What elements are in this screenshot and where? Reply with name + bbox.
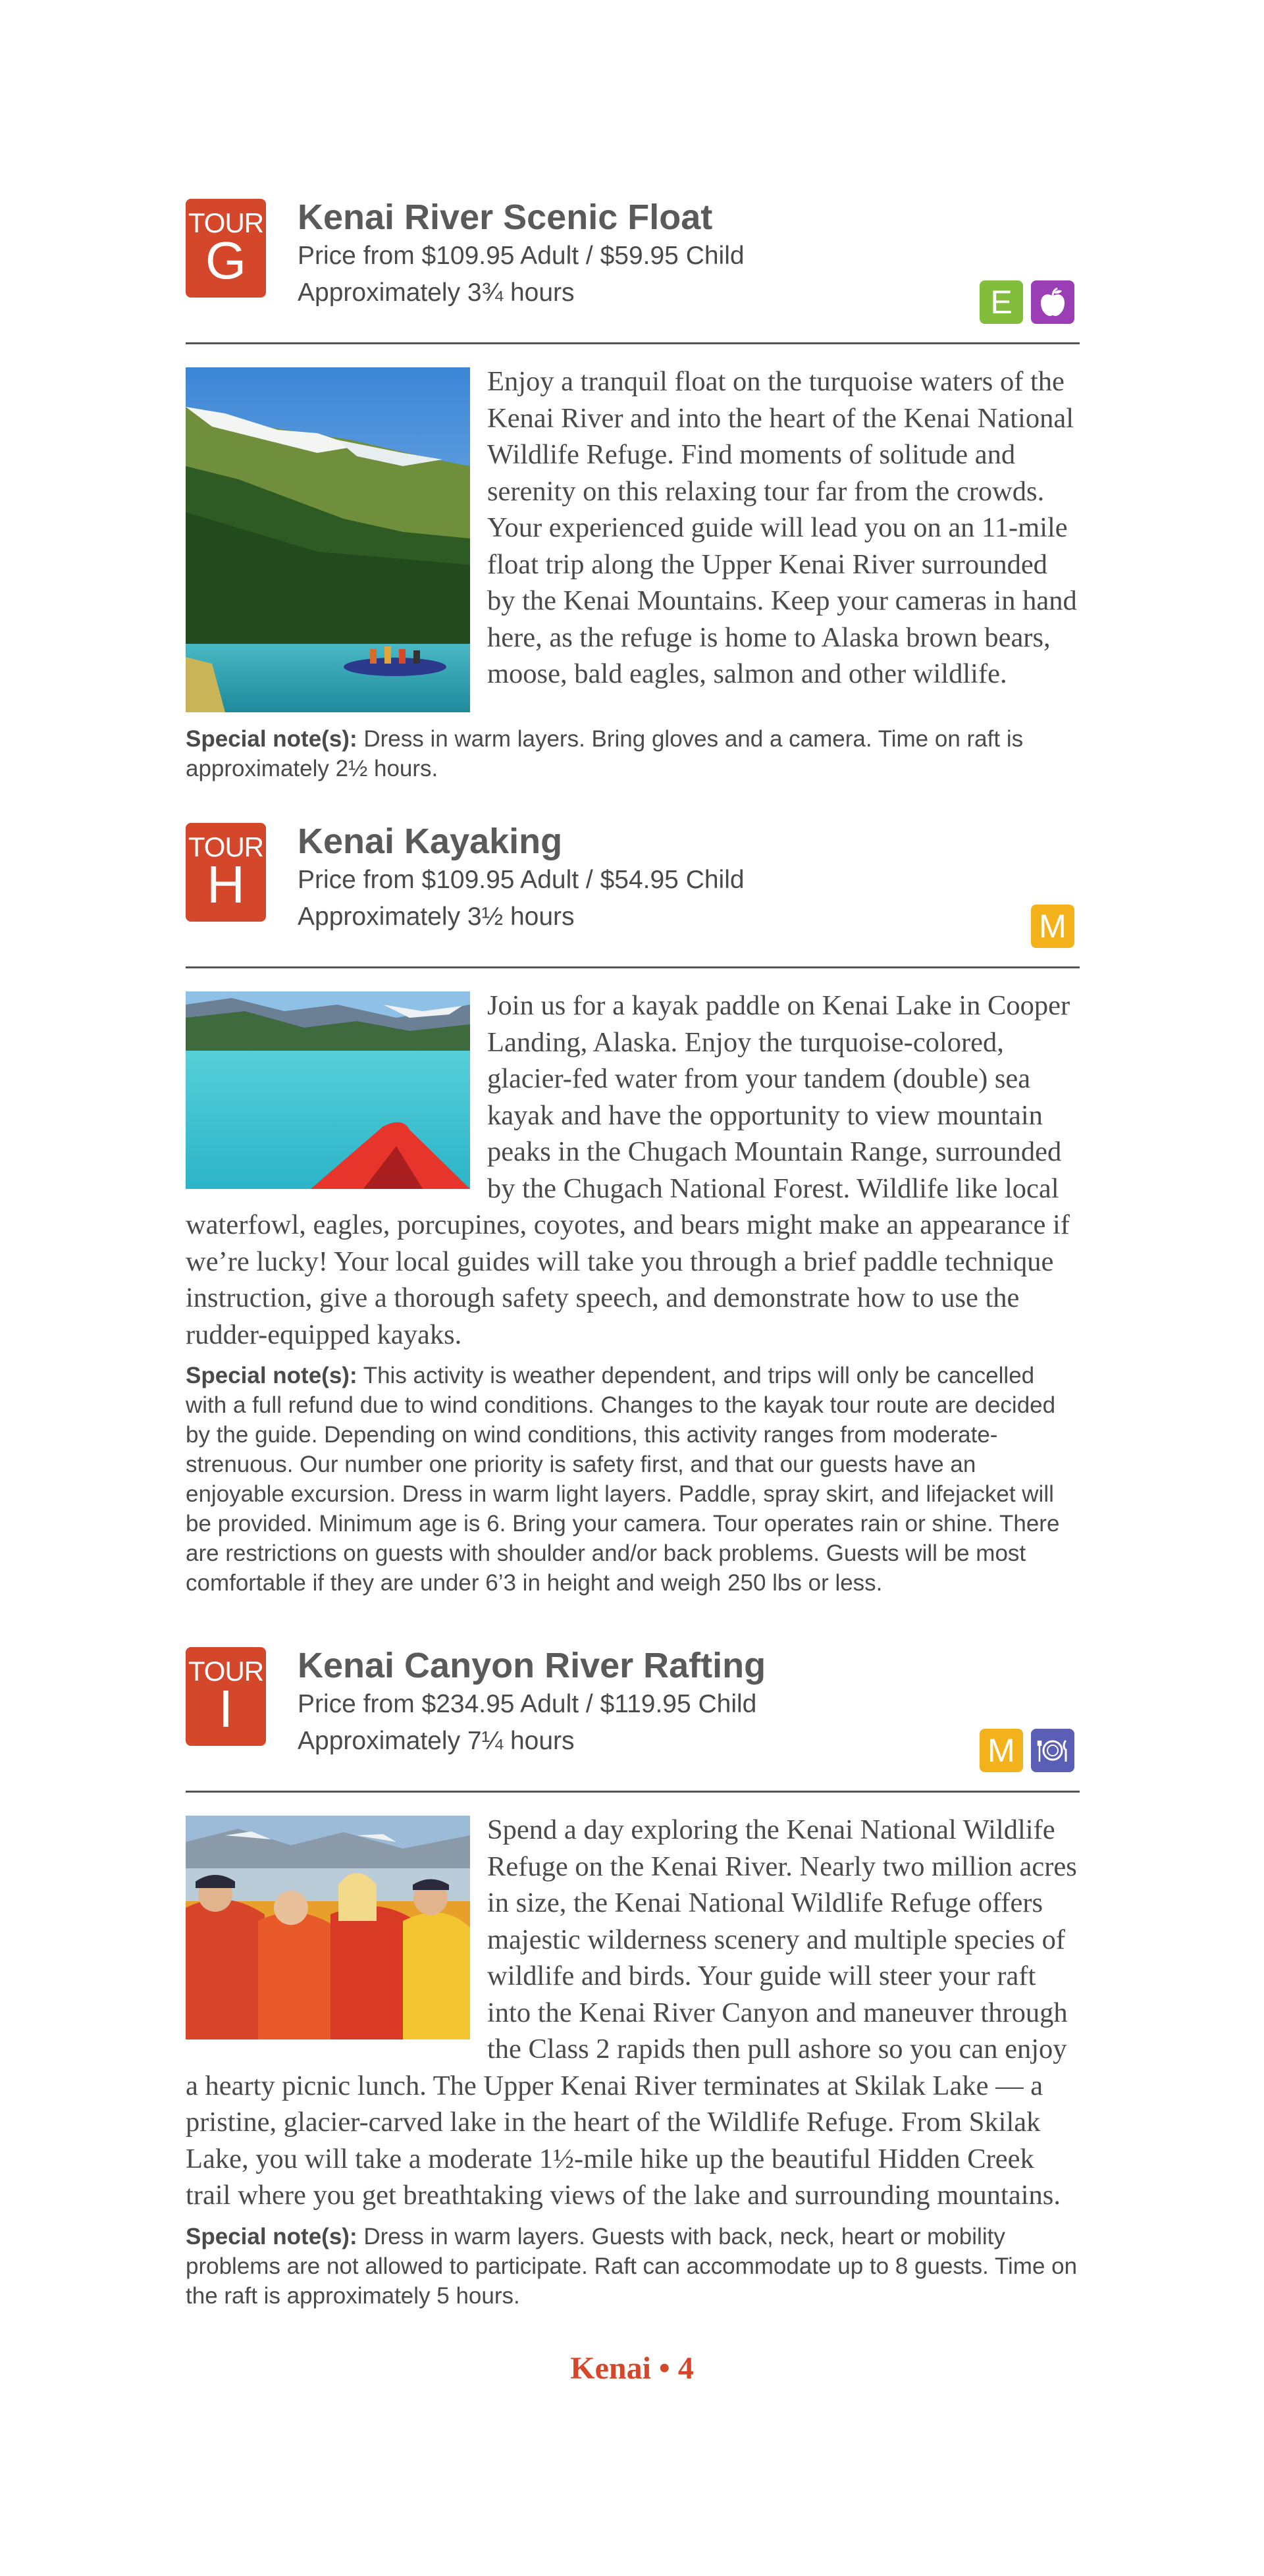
tour-header <box>186 823 1080 969</box>
rafting-group-photo <box>186 1816 470 2039</box>
tour-i <box>186 1647 1080 2311</box>
activity-icons <box>980 1729 1074 1772</box>
tour-header <box>186 1647 1080 1793</box>
note-text: Dress in warm layers. Guests with back, neck, heart or mobility problems are not allowed to participate. Raft can accommodate up to 8 guests. Time on the raft is approximately 5 hours. <box>186 2223 1078 2309</box>
footer-section: Kenai <box>570 2351 651 2386</box>
note-label: Special note(s): <box>186 2223 357 2249</box>
tour-title: Kenai Kayaking <box>298 822 563 861</box>
divider <box>186 966 1080 968</box>
tour-badge <box>186 823 266 922</box>
tour-price: Price from $109.95 Adult / $59.95 Child <box>298 242 745 270</box>
tour-description: Enjoy a tranquil float on the turquoise waters of the Kenai River and into the heart of the Kenai National Wildlife Refuge. Find moments of solitude and serenity on this relaxing tour far from the crowds. Your experienced guide will lead you on an 11-mile float trip along the Upper Kenai River surrounded by the Kenai Mountains. Keep your cameras in hand here, as the refuge is home to Alaska brown bears, moose, bald eagles, salmon and other wildlife. <box>487 366 1077 689</box>
tour-header <box>186 199 1080 345</box>
tour-duration: Approximately 3¾ hours <box>298 278 575 307</box>
note-label: Special note(s): <box>186 1363 357 1388</box>
tour-duration: Approximately 7¼ hours <box>298 1727 575 1755</box>
badge-word: TOUR <box>188 1656 264 1687</box>
tour-title: Kenai River Scenic Float <box>298 197 713 237</box>
note-label: Special note(s): <box>186 726 357 752</box>
meal-included-icon <box>1031 1729 1074 1772</box>
badge-word: TOUR <box>188 831 264 862</box>
note-text: Dress in warm layers. Bring gloves and a camera. Time on raft is approximately 2½ hours. <box>186 726 1024 781</box>
special-notes <box>186 1353 1080 1598</box>
divider <box>186 1791 1080 1793</box>
tour-title: Kenai Canyon River Rafting <box>298 1646 766 1685</box>
tour-badge <box>186 1647 266 1746</box>
tour-body <box>186 363 1080 783</box>
tour-price: Price from $234.95 Adult / $119.95 Child <box>298 1690 757 1718</box>
apple-icon <box>1038 287 1067 317</box>
moderate-activity-icon: M <box>980 1729 1023 1772</box>
footer-separator: • <box>658 2351 670 2386</box>
tour-h <box>186 823 1080 1598</box>
plate-utensils-icon <box>1036 1734 1069 1767</box>
tour-g <box>186 199 1080 783</box>
tour-badge <box>186 199 266 298</box>
badge-letter: G <box>205 231 247 290</box>
tour-price: Price from $109.95 Adult / $54.95 Child <box>298 866 745 894</box>
easy-activity-icon: E <box>980 280 1023 324</box>
special-notes <box>186 716 1080 783</box>
tour-description: Join us for a kayak paddle on Kenai Lake in Cooper Landing, Alaska. Enjoy the turquoise-colored, glacier-fed water from your tandem (double) sea kayak and have the opportunity to view mountain peaks in the Chugach Mountain Range, surrounded by the Chugach National Forest. Wildlife like local waterfowl, eagles, porcupines, coyotes, and bears might make an appearance if we’re lucky! Your local guides will take you through a brief paddle technique instruction, give a thorough safety speech, and demonstrate how to use the rudder-equipped kayaks. <box>186 990 1070 1350</box>
page-footer <box>0 2350 1264 2386</box>
tour-body <box>186 1812 1080 2311</box>
badge-word: TOUR <box>188 207 264 238</box>
note-text: This activity is weather dependent, and trips will only be cancelled with a full refund due to wind conditions. Changes to the kayak tour route are decided by the guide. Depending on wind conditions, this activity ranges from moderate-strenuous. Our number one priority is safety first, and that our guests have an enjoyable excursion. Dress in warm light layers. Paddle, spray skirt, and lifejacket will be provided. Minimum age is 6. Bring your camera. Tour operates rain or shine. There are restrictions on guests with shoulder and/or back problems. Guests will be most comfortable if they are under 6’3 in height and weigh 250 lbs or less. <box>186 1363 1060 1596</box>
footer-page-number: 4 <box>677 2351 694 2386</box>
moderate-activity-icon: M <box>1031 905 1074 948</box>
badge-letter: I <box>218 1679 234 1738</box>
divider <box>186 342 1080 344</box>
tour-body <box>186 987 1080 1598</box>
kayak-lake-photo <box>186 991 470 1189</box>
badge-letter: H <box>207 855 245 914</box>
apple-snack-icon <box>1031 280 1074 324</box>
activity-icons <box>1031 905 1074 948</box>
tour-description: Spend a day exploring the Kenai National Wildlife Refuge on the Kenai River. Nearly two million acres in size, the Kenai National Wildlife Refuge offers majestic wilderness scenery and multiple species of wildlife and birds. Your guide will steer your raft into the Kenai River Canyon and maneuver through the Class 2 rapids then pull ashore so you can enjoy a hearty picnic lunch. The Upper Kenai River terminates at Skilak Lake — a pristine, glacier-carved lake in the heart of the Wildlife Refuge. From Skilak Lake, you will take a moderate 1½-mile hike up the beautiful Hidden Creek trail where you get breathtaking views of the lake and surrounding mountains. <box>186 1814 1077 2211</box>
river-float-photo <box>186 367 470 712</box>
activity-icons <box>980 280 1074 324</box>
tour-duration: Approximately 3½ hours <box>298 903 575 931</box>
special-notes <box>186 2214 1080 2311</box>
